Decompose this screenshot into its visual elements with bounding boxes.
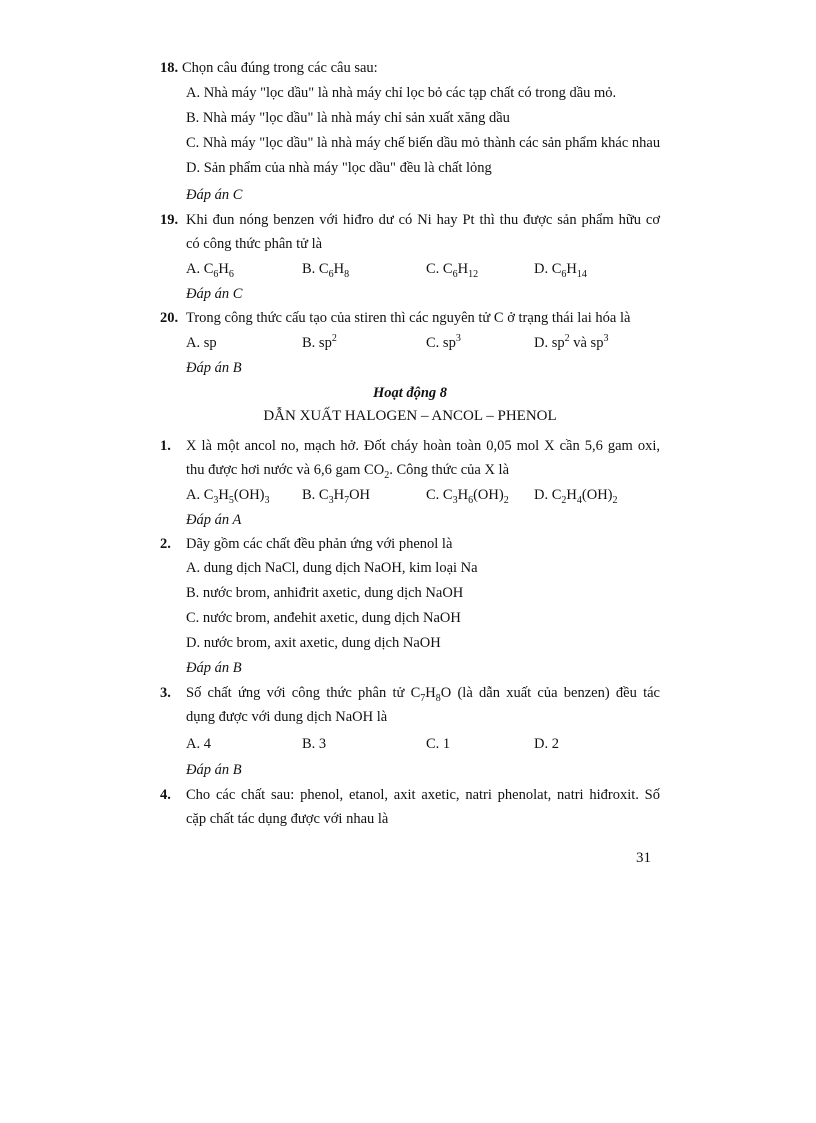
option-d: D. $C_2H_4(OH)_2$: [534, 487, 618, 506]
section-subtitle: DẪN XUẤT HALOGEN – ANCOL – PHENOL: [263, 408, 557, 424]
option-c: C. 1: [426, 736, 451, 752]
question-stem: cặp chất tác dụng được với nhau là: [186, 811, 389, 827]
option-c: C. $C_6H_{12}$: [426, 261, 479, 280]
answer: Đáp án B: [186, 762, 242, 778]
question-number: 2.: [160, 536, 171, 552]
question-stem: thu được hơi nước và 6,6 gam $CO_2$. Công thức của X là: [186, 462, 510, 481]
question-stem: dụng được với dung dịch NaOH là: [186, 709, 388, 725]
option-b: B. $sp^2$: [302, 333, 337, 351]
option-a: A. $C_3H_5(OH)_3$: [186, 487, 270, 506]
question-stem: Khi đun nóng benzen với hiđro dư có Ni hay Pt thì thu được sản phẩm hữu cơ: [186, 212, 660, 228]
question-number: 1.: [160, 438, 171, 454]
answer: Đáp án C: [186, 286, 243, 302]
option-a: A. $C_6H_6$: [186, 261, 234, 280]
option-d: D. nước brom, axit axetic, dung dịch NaOH: [186, 635, 441, 651]
question-number: 3.: [160, 685, 171, 701]
answer: Đáp án C: [186, 187, 243, 203]
option-a: A. 4: [186, 736, 211, 752]
option-c: C. $sp^3$: [426, 333, 461, 351]
option-c: C. $C_3H_6(OH)_2$: [426, 487, 509, 506]
option-b: B. $C_3H_7OH$: [302, 487, 371, 506]
option-c: C. nước brom, anđehit axetic, dung dịch NaOH: [186, 610, 461, 626]
question-stem: Dãy gồm các chất đều phản ứng với phenol là: [186, 536, 453, 552]
option-a: A. Nhà máy "lọc dầu" là nhà máy chỉ lọc bỏ các tạp chất có trong dầu mỏ.: [186, 85, 617, 101]
option-b: B. Nhà máy "lọc dầu" là nhà máy chỉ sản xuất xăng dầu: [186, 110, 510, 126]
option-c: C. Nhà máy "lọc dầu" là nhà máy chế biến dầu mỏ thành các sản phẩm khác nhau: [186, 135, 661, 151]
question-stem: Cho các chất sau: phenol, etanol, axit axetic, natri phenolat, natri hiđroxit. Số: [186, 787, 660, 803]
section-title: Hoạt động 8: [372, 385, 448, 401]
option-a: A. sp: [186, 335, 217, 351]
option-d: D. $sp^2$ và $sp^3$: [534, 333, 609, 351]
option-b: B. $C_6H_8$: [302, 261, 350, 280]
answer: Đáp án B: [186, 360, 242, 376]
question-stem: Trong công thức cấu tạo của stiren thì các nguyên tử C ở trạng thái lai hóa là: [186, 310, 631, 326]
option-b: B. nước brom, anhiđrit axetic, dung dịch NaOH: [186, 585, 464, 601]
question-number: 18.: [160, 60, 179, 76]
option-b: B. 3: [302, 736, 327, 752]
option-d: D. 2: [534, 736, 559, 752]
question-stem: có công thức phân tử là: [186, 236, 323, 252]
option-d: D. $C_6H_{14}$: [534, 261, 587, 280]
question-stem: X là một ancol no, mạch hở. Đốt cháy hoàn toàn 0,05 mol X cần 5,6 gam oxi,: [186, 438, 660, 454]
option-a: A. dung dịch NaCl, dung dịch NaOH, kim loại Na: [186, 560, 478, 576]
option-d: D. Sản phẩm của nhà máy "lọc dầu" đều là chất lỏng: [186, 160, 492, 176]
question-number: 4.: [160, 787, 171, 803]
question-number: 19.: [160, 212, 179, 228]
answer: Đáp án B: [186, 660, 242, 676]
question-number: 20.: [160, 310, 179, 326]
question-stem: Chọn câu đúng trong các câu sau:: [182, 60, 378, 76]
answer: Đáp án A: [186, 512, 242, 528]
page-number: 31: [636, 850, 651, 866]
question-stem: Số chất ứng với công thức phân tử $C_7H_8O$ (là dẫn xuất của benzen) đều tác: [186, 685, 660, 704]
